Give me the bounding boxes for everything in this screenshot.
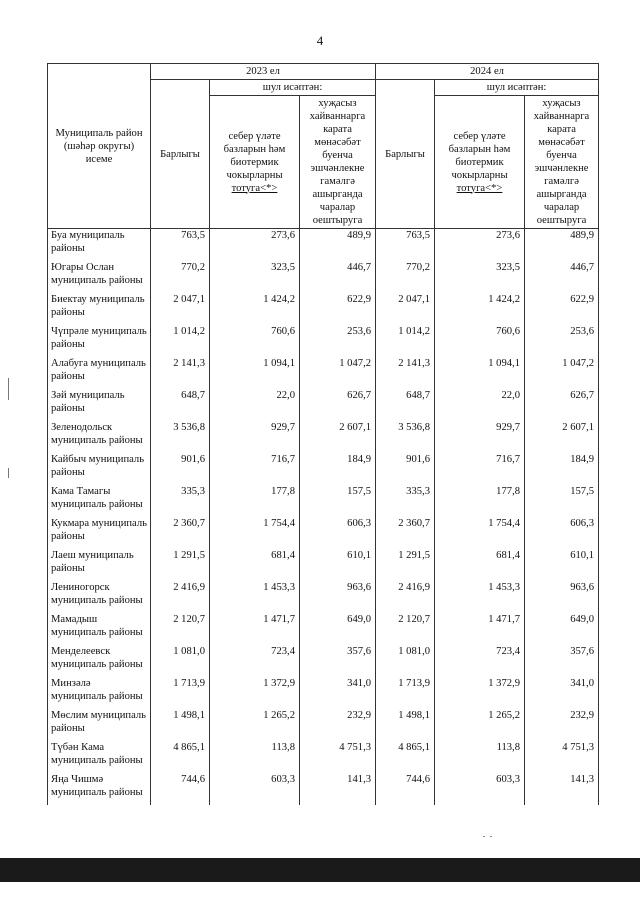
- table-row: [48, 613, 599, 645]
- table-row: [48, 645, 599, 677]
- table-row: [48, 741, 599, 773]
- biothermal-2024-cell: 1 094,1: [435, 357, 525, 389]
- total-2024-cell: 2 120,7: [376, 613, 435, 645]
- events-2023-cell: 341,0: [300, 677, 376, 709]
- events-2023-cell: 649,0: [300, 613, 376, 645]
- biothermal-2024-cell: 603,3: [435, 773, 525, 805]
- events-2024-cell: 622,9: [525, 293, 599, 325]
- biothermal-2024-cell: 323,5: [435, 261, 525, 293]
- total-2023-cell: 1 291,5: [151, 549, 210, 581]
- biothermal-2023-cell: 22,0: [210, 389, 300, 421]
- row-name-cell: Минзәлә муниципаль районы: [48, 677, 151, 709]
- events-2023-cell: 232,9: [300, 709, 376, 741]
- table-row: [48, 677, 599, 709]
- events-2024-cell: 232,9: [525, 709, 599, 741]
- events-2024-cell: 253,6: [525, 325, 599, 357]
- biothermal-2023-cell: 1 424,2: [210, 293, 300, 325]
- biothermal-2023-cell: 1 265,2: [210, 709, 300, 741]
- table-row: [48, 709, 599, 741]
- biothermal-2024-cell: 22,0: [435, 389, 525, 421]
- table-row: [48, 357, 599, 389]
- biothermal-2024-cell: 716,7: [435, 453, 525, 485]
- header-of-which-2023: шул исәптән:: [210, 80, 376, 96]
- biothermal-2024-cell: 1 754,4: [435, 517, 525, 549]
- biothermal-2023-cell: 113,8: [210, 741, 300, 773]
- table-row: [48, 293, 599, 325]
- total-2023-cell: 901,6: [151, 453, 210, 485]
- footnote-link[interactable]: тотуга<*>: [231, 182, 278, 194]
- biothermal-2024-cell: 760,6: [435, 325, 525, 357]
- events-2023-cell: 157,5: [300, 485, 376, 517]
- biothermal-2023-cell: 273,6: [210, 229, 300, 262]
- total-2023-cell: 2 360,7: [151, 517, 210, 549]
- events-2024-cell: 4 751,3: [525, 741, 599, 773]
- events-2024-cell: 341,0: [525, 677, 599, 709]
- budget-table: [47, 63, 599, 805]
- events-2024-cell: 157,5: [525, 485, 599, 517]
- row-name-cell: Лаеш муниципаль районы: [48, 549, 151, 581]
- events-2023-cell: 1 047,2: [300, 357, 376, 389]
- header-total-2024: Барлыгы: [376, 80, 435, 229]
- biothermal-2024-cell: 723,4: [435, 645, 525, 677]
- events-2023-cell: 626,7: [300, 389, 376, 421]
- header-total-2023: Барлыгы: [151, 80, 210, 229]
- header-year-2023: 2023 ел: [151, 64, 376, 80]
- events-2024-cell: 446,7: [525, 261, 599, 293]
- total-2024-cell: 2 416,9: [376, 581, 435, 613]
- total-2023-cell: 763,5: [151, 229, 210, 262]
- biothermal-2024-cell: 1 265,2: [435, 709, 525, 741]
- total-2023-cell: 1 081,0: [151, 645, 210, 677]
- total-2024-cell: 763,5: [376, 229, 435, 262]
- biothermal-2023-cell: 681,4: [210, 549, 300, 581]
- scan-bottom-bar: [0, 858, 640, 882]
- events-2023-cell: 184,9: [300, 453, 376, 485]
- biothermal-2024-cell: 929,7: [435, 421, 525, 453]
- total-2024-cell: 1 713,9: [376, 677, 435, 709]
- events-2024-cell: 649,0: [525, 613, 599, 645]
- events-2023-cell: 610,1: [300, 549, 376, 581]
- row-name-cell: Лениногорск муниципаль районы: [48, 581, 151, 613]
- total-2023-cell: 770,2: [151, 261, 210, 293]
- biothermal-2024-cell: 681,4: [435, 549, 525, 581]
- biothermal-2023-cell: 177,8: [210, 485, 300, 517]
- row-name-cell: Биектау муниципаль районы: [48, 293, 151, 325]
- total-2023-cell: 1 498,1: [151, 709, 210, 741]
- page-number: 4: [316, 33, 324, 48]
- table-row: [48, 421, 599, 453]
- biothermal-2023-cell: 1 453,3: [210, 581, 300, 613]
- header-biothermal-2023: [210, 96, 300, 229]
- total-2024-cell: 648,7: [376, 389, 435, 421]
- biothermal-2023-cell: 760,6: [210, 325, 300, 357]
- scan-margin-mark: [8, 378, 9, 400]
- events-2024-cell: 606,3: [525, 517, 599, 549]
- table-row: [48, 453, 599, 485]
- header-municipality-name: Муниципаль район (шәһәр округы) исеме: [48, 64, 151, 229]
- events-2024-cell: 963,6: [525, 581, 599, 613]
- table-row: [48, 581, 599, 613]
- total-2024-cell: 1 291,5: [376, 549, 435, 581]
- biothermal-2024-cell: 1 453,3: [435, 581, 525, 613]
- row-name-cell: Кукмара муниципаль районы: [48, 517, 151, 549]
- total-2023-cell: 2 120,7: [151, 613, 210, 645]
- events-2024-cell: 357,6: [525, 645, 599, 677]
- total-2023-cell: 2 047,1: [151, 293, 210, 325]
- biothermal-2023-cell: 723,4: [210, 645, 300, 677]
- events-2024-cell: 626,7: [525, 389, 599, 421]
- table-header: [48, 64, 599, 229]
- total-2023-cell: 2 141,3: [151, 357, 210, 389]
- row-name-cell: Түбән Кама муниципаль районы: [48, 741, 151, 773]
- biothermal-2023-cell: 716,7: [210, 453, 300, 485]
- events-2023-cell: 489,9: [300, 229, 376, 262]
- biothermal-2023-cell: 603,3: [210, 773, 300, 805]
- table-row: [48, 517, 599, 549]
- total-2023-cell: 1 713,9: [151, 677, 210, 709]
- total-2023-cell: 2 416,9: [151, 581, 210, 613]
- total-2024-cell: 3 536,8: [376, 421, 435, 453]
- scan-margin-mark: [8, 468, 9, 478]
- total-2024-cell: 2 141,3: [376, 357, 435, 389]
- table-row: [48, 389, 599, 421]
- biothermal-2024-cell: 113,8: [435, 741, 525, 773]
- biothermal-2024-cell: 177,8: [435, 485, 525, 517]
- biothermal-2023-cell: 1 471,7: [210, 613, 300, 645]
- row-name-cell: Чүпрәле муниципаль районы: [48, 325, 151, 357]
- total-2024-cell: 770,2: [376, 261, 435, 293]
- row-name-cell: Зеленодольск муниципаль районы: [48, 421, 151, 453]
- total-2023-cell: 335,3: [151, 485, 210, 517]
- row-name-cell: Югары Ослан муниципаль районы: [48, 261, 151, 293]
- total-2023-cell: 744,6: [151, 773, 210, 805]
- total-2023-cell: 3 536,8: [151, 421, 210, 453]
- events-2023-cell: 141,3: [300, 773, 376, 805]
- total-2024-cell: 744,6: [376, 773, 435, 805]
- row-name-cell: Яңа Чишмә муниципаль районы: [48, 773, 151, 805]
- row-name-cell: Мөслим муниципаль районы: [48, 709, 151, 741]
- biothermal-2023-cell: 929,7: [210, 421, 300, 453]
- events-2023-cell: 2 607,1: [300, 421, 376, 453]
- events-2023-cell: 446,7: [300, 261, 376, 293]
- events-2023-cell: 622,9: [300, 293, 376, 325]
- table-row: [48, 549, 599, 581]
- total-2024-cell: 901,6: [376, 453, 435, 485]
- total-2024-cell: 4 865,1: [376, 741, 435, 773]
- events-2023-cell: 606,3: [300, 517, 376, 549]
- budget-table-container: [47, 63, 598, 805]
- header-biothermal-text: себер үләте базларын һәм биотермик чокырларны: [223, 130, 286, 181]
- scan-dot: [483, 836, 485, 837]
- total-2024-cell: 335,3: [376, 485, 435, 517]
- row-name-cell: Мамадыш муниципаль районы: [48, 613, 151, 645]
- total-2023-cell: 648,7: [151, 389, 210, 421]
- row-name-cell: Кама Тамагы муниципаль районы: [48, 485, 151, 517]
- header-year-2024: 2024 ел: [376, 64, 599, 80]
- biothermal-2023-cell: 1 372,9: [210, 677, 300, 709]
- events-2024-cell: 141,3: [525, 773, 599, 805]
- total-2024-cell: 1 014,2: [376, 325, 435, 357]
- row-name-cell: Кайбыч муниципаль районы: [48, 453, 151, 485]
- table-body: [48, 229, 599, 806]
- header-events-2023: хуҗасыз хайваннарга карата мөнәсәбәт буенча эшчәнлекне гамәлгә ашырганда чаралар оештыруга: [300, 96, 376, 229]
- header-biothermal-2024: [435, 96, 525, 229]
- header-biothermal-text: себер үләте базларын һәм биотермик чокырларны: [448, 130, 511, 181]
- events-2023-cell: 963,6: [300, 581, 376, 613]
- header-of-which-2024: шул исәптән:: [435, 80, 599, 96]
- row-name-cell: Менделеевск муниципаль районы: [48, 645, 151, 677]
- total-2024-cell: 1 498,1: [376, 709, 435, 741]
- table-row: [48, 229, 599, 262]
- events-2023-cell: 4 751,3: [300, 741, 376, 773]
- table-row: [48, 325, 599, 357]
- events-2024-cell: 489,9: [525, 229, 599, 262]
- biothermal-2024-cell: 273,6: [435, 229, 525, 262]
- events-2024-cell: 2 607,1: [525, 421, 599, 453]
- table-row: [48, 261, 599, 293]
- row-name-cell: Буа муниципаль районы: [48, 229, 151, 262]
- events-2024-cell: 1 047,2: [525, 357, 599, 389]
- events-2023-cell: 253,6: [300, 325, 376, 357]
- biothermal-2024-cell: 1 372,9: [435, 677, 525, 709]
- total-2023-cell: 1 014,2: [151, 325, 210, 357]
- total-2024-cell: 2 047,1: [376, 293, 435, 325]
- footnote-link[interactable]: тотуга<*>: [456, 182, 503, 194]
- biothermal-2023-cell: 1 094,1: [210, 357, 300, 389]
- total-2024-cell: 2 360,7: [376, 517, 435, 549]
- total-2023-cell: 4 865,1: [151, 741, 210, 773]
- events-2024-cell: 610,1: [525, 549, 599, 581]
- biothermal-2023-cell: 1 754,4: [210, 517, 300, 549]
- total-2024-cell: 1 081,0: [376, 645, 435, 677]
- biothermal-2023-cell: 323,5: [210, 261, 300, 293]
- row-name-cell: Алабуга муниципаль районы: [48, 357, 151, 389]
- scan-dot: [490, 836, 492, 837]
- header-events-2024: хуҗасыз хайваннарга карата мөнәсәбәт буенча эшчәнлекне гамәлгә ашырганда чаралар оештыруга: [525, 96, 599, 229]
- events-2023-cell: 357,6: [300, 645, 376, 677]
- row-name-cell: Зәй муниципаль районы: [48, 389, 151, 421]
- table-row: [48, 773, 599, 805]
- biothermal-2024-cell: 1 471,7: [435, 613, 525, 645]
- table-row: [48, 485, 599, 517]
- events-2024-cell: 184,9: [525, 453, 599, 485]
- biothermal-2024-cell: 1 424,2: [435, 293, 525, 325]
